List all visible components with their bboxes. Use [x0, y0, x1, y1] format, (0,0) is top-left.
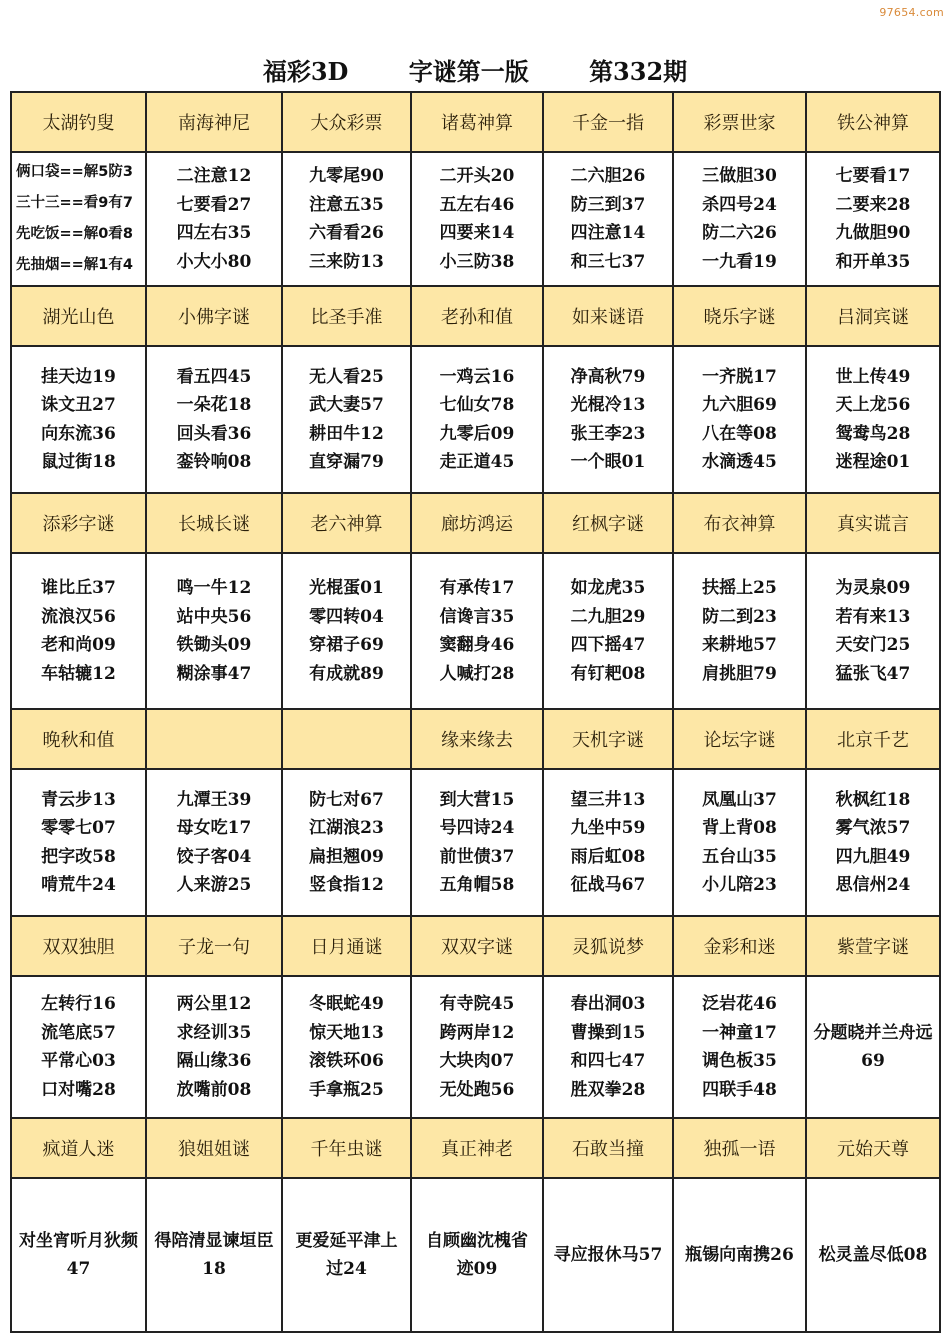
- riddle-line: 无处跑56: [439, 1079, 515, 1100]
- header-row: [11, 1118, 940, 1178]
- riddle-line: 二六胆26: [570, 166, 646, 186]
- riddle-line: 三十三==看9有7: [16, 195, 133, 211]
- riddle-cell: [411, 976, 543, 1118]
- riddle-line: 一齐脱17: [702, 366, 777, 387]
- riddle-line: 两公里12: [176, 994, 252, 1014]
- riddle-cell: [806, 769, 940, 916]
- source-name-cell: 千金一指: [543, 92, 673, 152]
- riddle-line: 七要看27: [176, 194, 252, 215]
- riddle-cell: [146, 1178, 282, 1332]
- source-name-cell: 红枫字谜: [543, 493, 673, 553]
- source-name-cell: 吕洞宾谜: [806, 286, 940, 346]
- header-row: [11, 709, 940, 769]
- riddle-line: 一朵花18: [176, 395, 252, 415]
- riddle-line: 饺子客04: [176, 846, 252, 867]
- riddle-cell: [282, 976, 411, 1118]
- riddle-line: 猛张飞47: [835, 663, 911, 684]
- riddle-line: 母女吃17: [176, 818, 252, 838]
- riddle-line: 松灵盖尽低08: [818, 1245, 928, 1265]
- riddle-line: 二九胆29: [570, 606, 646, 627]
- riddle-cell: [411, 769, 543, 916]
- page-title: [0, 52, 950, 87]
- riddle-cell: [282, 152, 411, 286]
- riddle-line: 秋枫红18: [835, 789, 911, 810]
- riddle-line: 有成就89: [309, 663, 384, 684]
- riddle-line: 惊天地13: [309, 1022, 384, 1043]
- source-name-cell: 千年虫谜: [282, 1118, 411, 1178]
- riddle-row: [11, 152, 940, 286]
- riddle-line: 有钉耙08: [570, 663, 646, 684]
- riddle-line: 四联手48: [702, 1079, 777, 1100]
- riddle-cell: [146, 152, 282, 286]
- riddle-line: 穿裙子69: [309, 635, 384, 655]
- riddle-line: 四要来14: [439, 223, 515, 243]
- riddle-line: 若有来13: [835, 606, 911, 627]
- riddle-line: 求经训35: [176, 1022, 252, 1043]
- riddle-line: 先吃饭==解0看8: [16, 226, 133, 242]
- riddle-line: 七要看17: [835, 166, 911, 186]
- source-name-cell: 紫萱字谜: [806, 916, 940, 976]
- riddle-line: 和三七37: [570, 251, 646, 272]
- riddle-line: 世上传49: [835, 366, 911, 387]
- riddle-cell: [806, 976, 940, 1118]
- riddle-row: [11, 976, 940, 1118]
- riddle-line: 和开单35: [835, 251, 911, 272]
- riddle-line: 直穿漏79: [309, 452, 384, 472]
- riddle-line: 水滴透45: [702, 452, 777, 472]
- source-name-cell: 论坛字谜: [673, 709, 806, 769]
- riddle-line: 泛岩花46: [702, 994, 777, 1014]
- source-name-cell: 缘来缘去: [411, 709, 543, 769]
- riddle-line: 更爱延平津上过24: [295, 1231, 398, 1279]
- source-name-cell: 真实谎言: [806, 493, 940, 553]
- riddle-line: 糊涂事47: [176, 663, 252, 684]
- riddle-line: 肩挑胆79: [702, 663, 777, 684]
- riddle-line: 流浪汉56: [41, 606, 116, 627]
- riddle-line: 号四诗24: [439, 818, 515, 838]
- riddle-cell: [11, 1178, 146, 1332]
- source-name-cell: 北京千艺: [806, 709, 940, 769]
- source-name-cell: 天机字谜: [543, 709, 673, 769]
- riddle-line: 零四转04: [309, 606, 384, 627]
- riddle-line: 光棍蛋01: [309, 578, 384, 598]
- riddle-line: 五左右46: [439, 194, 515, 215]
- header-row: [11, 493, 940, 553]
- riddle-line: 鸳鸯鸟28: [835, 423, 911, 444]
- riddle-line: 江湖浪23: [309, 818, 384, 838]
- riddle-line: 瓶锡向南携26: [685, 1245, 794, 1265]
- riddle-cell: [806, 553, 940, 709]
- riddle-line: 背上背08: [702, 818, 777, 838]
- source-name-cell: 元始天尊: [806, 1118, 940, 1178]
- source-name-cell: 金彩和迷: [673, 916, 806, 976]
- riddle-line: 先抽烟==解1有4: [16, 257, 133, 273]
- riddle-line: 征战马67: [570, 875, 646, 895]
- riddle-line: 站中央56: [176, 606, 252, 627]
- riddle-line: 四左右35: [176, 223, 252, 243]
- riddle-cell: [543, 1178, 673, 1332]
- riddle-line: 窦翻身46: [439, 635, 515, 655]
- riddle-line: 小儿陪23: [702, 875, 777, 895]
- riddle-line: 思信州24: [835, 875, 911, 895]
- riddle-line: 三做胆30: [702, 166, 777, 186]
- source-name-cell: 独孤一语: [673, 1118, 806, 1178]
- riddle-cell: [543, 769, 673, 916]
- riddle-line: 得陪清显谏垣臣18: [154, 1231, 274, 1279]
- riddle-line: 寻应报休马57: [553, 1245, 663, 1265]
- riddle-line: 五台山35: [702, 846, 777, 867]
- riddle-cell: [11, 769, 146, 916]
- riddle-line: 放嘴前08: [176, 1079, 252, 1100]
- riddle-line: 小大小80: [176, 251, 252, 272]
- source-name-cell: 狼姐姐谜: [146, 1118, 282, 1178]
- source-name-cell: 晚秋和值: [11, 709, 146, 769]
- riddle-line: 八在等08: [702, 423, 777, 444]
- riddle-line: 曹操到15: [570, 1022, 646, 1043]
- riddle-line: 天上龙56: [835, 395, 911, 415]
- source-name-cell: 南海神尼: [146, 92, 282, 152]
- riddle-line: 一神童17: [702, 1022, 777, 1043]
- title-edition: 字谜第一版: [408, 57, 529, 86]
- riddle-line: 手拿瓶25: [309, 1079, 384, 1100]
- riddle-line: 鼠过街18: [41, 452, 116, 472]
- riddle-cell: [11, 152, 146, 286]
- riddle-line: 六看看26: [309, 223, 384, 243]
- riddle-line: 鸣一牛12: [176, 578, 252, 598]
- riddle-line: 和四七47: [570, 1051, 646, 1071]
- riddle-line: 防三到37: [570, 194, 646, 215]
- source-name-cell: 长城长谜: [146, 493, 282, 553]
- riddle-cell: [411, 553, 543, 709]
- source-name-cell: 铁公神算: [806, 92, 940, 152]
- riddle-row: [11, 1178, 940, 1332]
- riddle-line: 銮铃响08: [176, 452, 252, 472]
- riddle-line: 二开头20: [439, 166, 515, 186]
- source-name-cell: 廊坊鸿运: [411, 493, 543, 553]
- riddle-line: 雨后虹08: [570, 846, 646, 867]
- riddle-cell: [543, 553, 673, 709]
- source-name-cell: 真正神老: [411, 1118, 543, 1178]
- riddle-row: [11, 346, 940, 493]
- riddle-cell: [146, 769, 282, 916]
- riddle-line: 零零七07: [41, 818, 116, 838]
- riddle-line: 天安门25: [835, 635, 911, 655]
- riddle-cell: [806, 152, 940, 286]
- riddle-line: 四九胆49: [835, 846, 911, 867]
- riddle-cell: [543, 976, 673, 1118]
- source-name-cell: 太湖钓叟: [11, 92, 146, 152]
- riddle-line: 五角帽58: [439, 875, 515, 895]
- riddle-line: 胜双拳28: [570, 1079, 646, 1100]
- riddle-line: 左转行16: [41, 994, 116, 1014]
- riddle-cell: [673, 769, 806, 916]
- riddle-line: 流笔底57: [41, 1022, 116, 1043]
- riddle-cell: [146, 346, 282, 493]
- source-name-cell: 日月通谜: [282, 916, 411, 976]
- riddle-line: 一鸡云16: [439, 366, 515, 387]
- riddle-line: 跨两岸12: [439, 1022, 515, 1043]
- riddle-line: 光棍冷13: [570, 395, 646, 415]
- riddle-cell: [282, 553, 411, 709]
- riddle-line: 一九看19: [702, 251, 777, 272]
- riddle-line: 为灵泉09: [835, 578, 911, 598]
- source-name-cell: 双双字谜: [411, 916, 543, 976]
- site-watermark: 97654.com: [879, 6, 944, 19]
- riddle-cell: [806, 346, 940, 493]
- riddle-line: 望三井13: [570, 789, 646, 810]
- riddle-line: 挂天边19: [41, 366, 116, 387]
- riddle-line: 九零后09: [439, 423, 515, 444]
- source-name-cell: 子龙一句: [146, 916, 282, 976]
- riddle-line: 防二六26: [702, 223, 777, 243]
- riddle-line: 自顾幽沈槐省迹09: [426, 1231, 528, 1279]
- riddle-line: 平常心03: [41, 1051, 116, 1071]
- riddle-line: 竖食指12: [309, 875, 384, 895]
- riddle-line: 有寺院45: [439, 994, 515, 1014]
- source-name-cell: 布衣神算: [673, 493, 806, 553]
- source-name-cell: 疯道人迷: [11, 1118, 146, 1178]
- riddle-line: 防二到23: [702, 606, 777, 627]
- riddle-line: 到大营15: [439, 789, 515, 810]
- riddle-cell: [673, 553, 806, 709]
- riddle-line: 隔山缘36: [176, 1051, 252, 1071]
- riddle-line: 大块肉07: [439, 1051, 515, 1071]
- riddle-line: 九潭王39: [176, 789, 252, 810]
- riddle-line: 俩口袋==解5防3: [16, 164, 133, 180]
- riddle-line: 走正道45: [439, 452, 515, 472]
- source-name-cell: 石敢当撞: [543, 1118, 673, 1178]
- riddle-line: 滚铁环06: [309, 1051, 384, 1071]
- riddle-line: 把字改58: [41, 846, 116, 867]
- riddle-line: 车轱辘12: [41, 663, 116, 684]
- riddle-cell: [411, 152, 543, 286]
- riddle-line: 有承传17: [439, 578, 515, 598]
- riddle-cell: [411, 1178, 543, 1332]
- riddle-line: 看五四45: [176, 366, 252, 387]
- riddle-line: 七仙女78: [439, 395, 515, 415]
- riddle-line: 分题晓并兰舟远69: [813, 1023, 933, 1071]
- riddle-cell: [282, 346, 411, 493]
- riddle-line: 杀四号24: [702, 194, 777, 215]
- source-name-cell: 老六神算: [282, 493, 411, 553]
- riddle-line: 回头看36: [176, 423, 252, 444]
- riddle-line: 青云步13: [41, 789, 116, 810]
- riddle-line: 人来游25: [176, 875, 252, 895]
- riddle-line: 耕田牛12: [309, 423, 384, 444]
- riddle-line: 九六胆69: [702, 395, 777, 415]
- riddle-line: 二注意12: [176, 166, 252, 186]
- header-row: [11, 916, 940, 976]
- riddle-line: 扁担翘09: [309, 846, 384, 867]
- riddle-line: 前世债37: [439, 846, 515, 867]
- riddle-line: 四注意14: [570, 223, 646, 243]
- riddle-line: 小三防38: [439, 251, 515, 272]
- riddle-line: 对坐宵听月狄频47: [19, 1231, 138, 1279]
- riddle-cell: [282, 769, 411, 916]
- riddle-row: [11, 553, 940, 709]
- riddle-line: 啃荒牛24: [41, 875, 116, 895]
- riddle-line: 九做胆90: [835, 223, 911, 243]
- riddle-line: 雾气浓57: [835, 818, 911, 838]
- source-name-cell: 老孙和值: [411, 286, 543, 346]
- riddle-line: 冬眠蛇49: [309, 994, 384, 1014]
- header-row: [11, 286, 940, 346]
- riddle-line: 信谗言35: [439, 606, 515, 627]
- title-issue: 第332期: [589, 57, 688, 86]
- riddle-line: 迷程途01: [835, 452, 911, 472]
- source-name-cell: 比圣手准: [282, 286, 411, 346]
- riddle-cell: [806, 1178, 940, 1332]
- riddle-row: [11, 769, 940, 916]
- source-name-cell: 诸葛神算: [411, 92, 543, 152]
- riddle-line: 来耕地57: [702, 635, 777, 655]
- riddle-cell: [673, 152, 806, 286]
- riddle-line: 张王李23: [570, 423, 646, 444]
- riddle-line: 调色板35: [702, 1051, 777, 1071]
- riddle-line: 净高秋79: [570, 366, 646, 387]
- riddle-line: 三来防13: [309, 251, 384, 272]
- source-name-cell: 如来谜语: [543, 286, 673, 346]
- source-name-cell: 湖光山色: [11, 286, 146, 346]
- header-row: [11, 92, 940, 152]
- source-name-cell: 小佛字谜: [146, 286, 282, 346]
- riddle-line: 二要来28: [835, 194, 911, 215]
- riddle-cell: [11, 553, 146, 709]
- riddle-line: 诛文丑27: [41, 395, 116, 415]
- riddle-cell: [11, 346, 146, 493]
- riddle-line: 防七对67: [309, 789, 384, 810]
- riddle-line: 谁比丘37: [41, 578, 116, 598]
- riddle-line: 注意五35: [309, 194, 384, 215]
- riddle-line: 老和尚09: [41, 635, 116, 655]
- riddle-line: 九零尾90: [309, 166, 384, 186]
- riddle-line: 无人看25: [309, 366, 384, 387]
- riddle-cell: [673, 346, 806, 493]
- riddle-table: [10, 91, 941, 1333]
- riddle-line: 凤凰山37: [702, 789, 777, 810]
- title-lottery: 福彩3D: [262, 57, 349, 86]
- source-name-cell: 灵狐说梦: [543, 916, 673, 976]
- riddle-line: 武大妻57: [309, 395, 384, 415]
- source-name-cell: 彩票世家: [673, 92, 806, 152]
- riddle-line: 如龙虎35: [570, 578, 646, 598]
- source-name-cell: 双双独胆: [11, 916, 146, 976]
- riddle-cell: [146, 976, 282, 1118]
- riddle-cell: [282, 1178, 411, 1332]
- riddle-line: 人喊打28: [439, 663, 515, 684]
- riddle-line: 九坐中59: [570, 818, 646, 838]
- riddle-line: 春出洞03: [570, 994, 646, 1014]
- riddle-cell: [673, 1178, 806, 1332]
- riddle-cell: [543, 152, 673, 286]
- source-name-cell: 添彩字谜: [11, 493, 146, 553]
- riddle-line: 一个眼01: [570, 452, 646, 472]
- riddle-line: 向东流36: [41, 423, 116, 444]
- riddle-cell: [411, 346, 543, 493]
- source-name-cell: 大众彩票: [282, 92, 411, 152]
- riddle-line: 口对嘴28: [41, 1079, 116, 1100]
- riddle-line: 铁锄头09: [176, 635, 252, 655]
- riddle-cell: [146, 553, 282, 709]
- riddle-cell: [543, 346, 673, 493]
- source-name-cell: [146, 709, 282, 769]
- riddle-cell: [11, 976, 146, 1118]
- riddle-cell: [673, 976, 806, 1118]
- riddle-line: 扶摇上25: [702, 578, 777, 598]
- source-name-cell: 晓乐字谜: [673, 286, 806, 346]
- source-name-cell: [282, 709, 411, 769]
- riddle-line: 四下摇47: [570, 635, 646, 655]
